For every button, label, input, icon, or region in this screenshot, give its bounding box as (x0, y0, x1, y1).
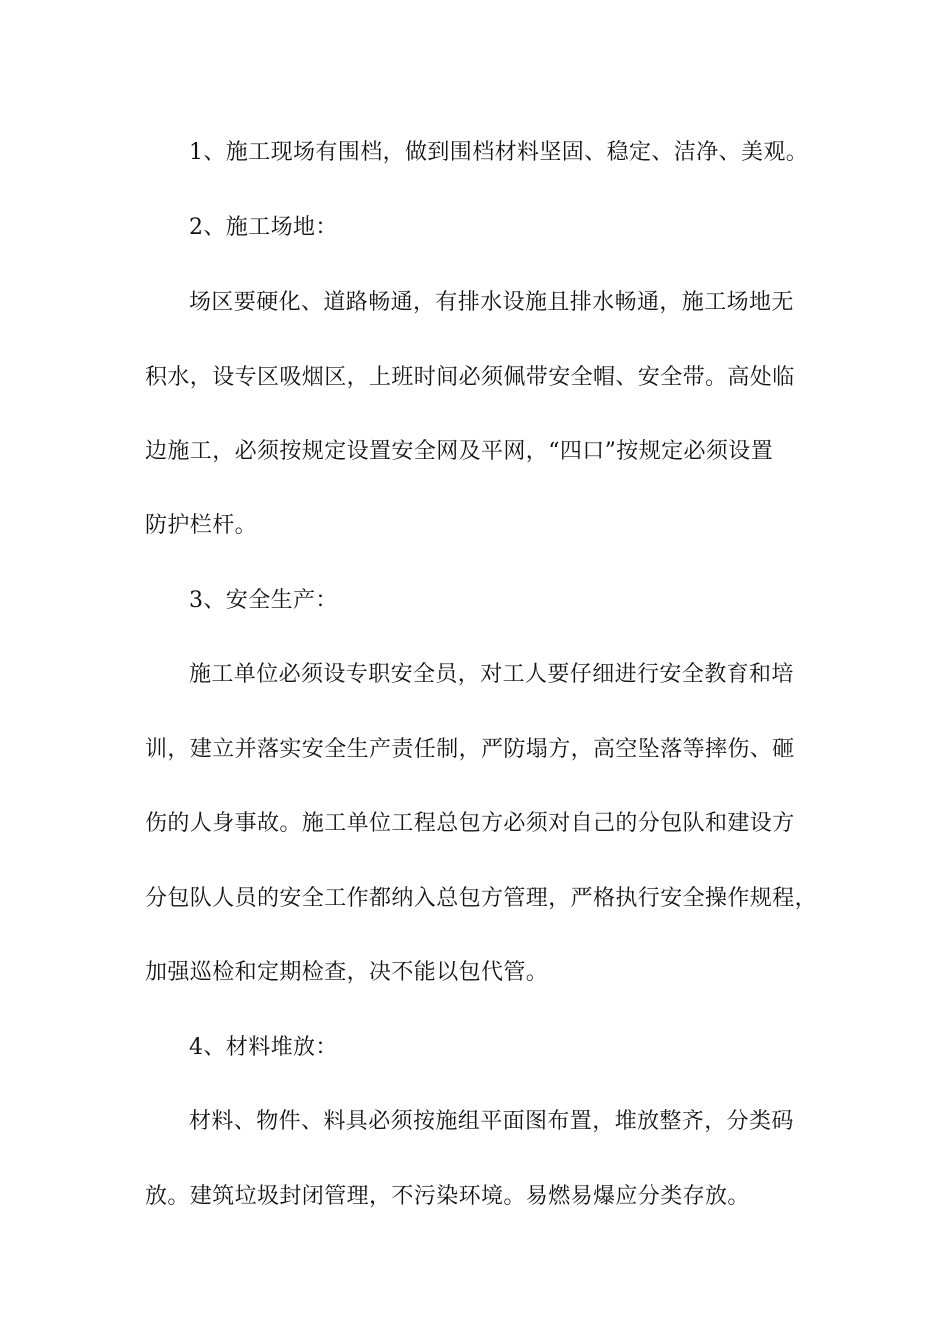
paragraph-site-line-2: 积水，设专区吸烟区，上班时间必须佩带安全帽、安全带。高处临 (145, 365, 795, 390)
paragraph-safety-line-1: 施工单位必须设专职安全员，对工人要仔细进行安全教育和培 (189, 662, 794, 687)
paragraph-safety-line-3: 伤的人身事故。施工单位工程总包方必须对自己的分包队和建设方 (145, 811, 795, 836)
heading-4-materials: 4、材料堆放： (189, 1035, 338, 1060)
paragraph-safety-line-2: 训，建立并落实安全生产责任制，严防塌方，高空坠落等摔伤、砸 (145, 737, 795, 762)
heading-2-site: 2、施工场地： (189, 215, 338, 240)
paragraph-site-line-3: 边施工，必须按规定设置安全网及平网，“四口”按规定必须设置 (145, 439, 774, 464)
paragraph-site-line-4: 防护栏杆。 (145, 513, 258, 538)
paragraph-materials-line-1: 材料、物件、料具必须按施组平面图布置，堆放整齐，分类码 (189, 1109, 794, 1134)
item-1-fence: 1、施工现场有围档，做到围档材料坚固、稳定、洁净、美观。 (189, 140, 809, 165)
paragraph-safety-line-4: 分包队人员的安全工作都纳入总包方管理，严格执行安全操作规程， (145, 886, 818, 911)
paragraph-safety-line-5: 加强巡检和定期检查，决不能以包代管。 (145, 960, 549, 985)
paragraph-site-line-1: 场区要硬化、道路畅通，有排水设施且排水畅通，施工场地无 (189, 290, 794, 315)
heading-3-safety: 3、安全生产： (189, 588, 338, 613)
paragraph-materials-line-2: 放。建筑垃圾封闭管理，不污染环境。易燃易爆应分类存放。 (145, 1184, 750, 1209)
